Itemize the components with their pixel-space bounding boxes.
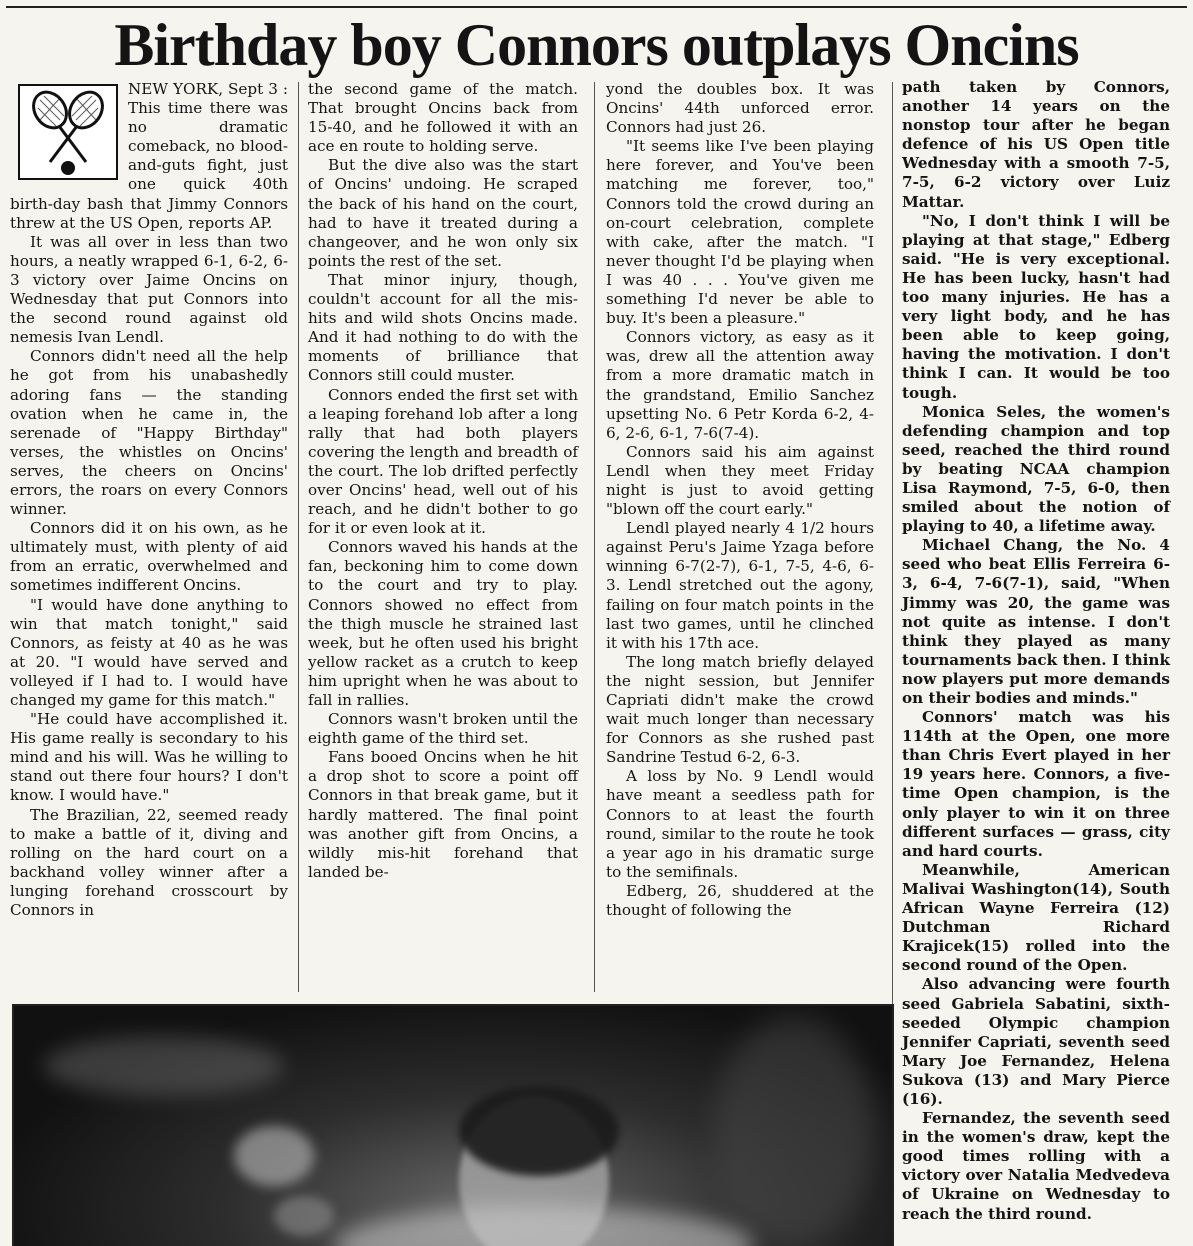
paragraph: "It seems like I've been playing here forever, and You've been matching me forever, too," Connors told the crowd during an on-court celebration, complete with cake, after the match. "I never thought I'd be playing when I was 40 . . . You've given me something I'd never be able to buy. It's been a pleasure." bbox=[606, 137, 874, 328]
player-shirt bbox=[334, 1206, 754, 1246]
paragraph: path taken by Connors, another 14 years on the nonstop tour after he began defence of his US Open title Wednesday with a smooth 7-5, 7-5, 6-2 victory over Luiz Mattar. bbox=[902, 78, 1170, 211]
paragraph: NEW YORK, Sept 3 : This time there was no dramatic comeback, no blood-and-guts fight, just one quick 40th birth-day bash that Jimmy Connors threw at the US Open, reports AP. bbox=[10, 80, 288, 232]
paragraph: That minor injury, though, couldn't account for all the mis-hits and wild shots Oncins made. And it had nothing to do with the moments of brilliance that Connors still could muster. bbox=[308, 270, 578, 385]
paragraph: "He could have accomplished it. His game really is secondary to his mind and his will. Was he willing to stand out there four hours? I don't know. I would have." bbox=[10, 710, 288, 805]
paragraph: Connors didn't need all the help he got from his unabashedly adoring fans — the standing ovation when he came in, the serenade of "Happy Birthday" verses, the whistles on Oncins' serves, the cheers on Oncins' errors, the roars on every Connors winner. bbox=[10, 347, 288, 519]
paragraph: Connors wasn't broken until the eighth game of the third set. bbox=[308, 710, 578, 748]
paragraph: Lendl played nearly 4 1/2 hours against Peru's Jaime Yzaga before winning 6-7(2-7), 6-1, 7-5, 4-6, 6-3. Lendl stretched out the agony, failing on four match points in the last two games, until he clinched it with his 17th ace. bbox=[606, 519, 874, 652]
paragraph: Connors did it on his own, as he ultimately must, with plenty of aid from an erratic, overwhelmed and sometimes indifferent Oncins. bbox=[10, 519, 288, 595]
column-1 bbox=[10, 80, 288, 920]
paragraph: But the dive also was the start of Oncins' undoing. He scraped the back of his hand on the court, had to have it treated during a changeover, and he won only six points the rest of the set. bbox=[308, 156, 578, 270]
paragraph: Also advancing were fourth seed Gabriela Sabatini, sixth-seeded Olympic champion Jennifer Capriati, seventh seed Mary Joe Fernandez, Helena Sukova (13) and Mary Pierce (16). bbox=[902, 975, 1170, 1108]
photo-highlight bbox=[234, 1126, 314, 1186]
paragraph: It was all over in less than two hours, a neatly wrapped 6-1, 6-2, 6-3 victory over Jaime Oncins on Wednesday that put Connors into the second round against old nemesis Ivan Lendl. bbox=[10, 232, 288, 347]
player-hair bbox=[459, 1086, 619, 1176]
photo-highlight bbox=[44, 1036, 284, 1096]
column-2 bbox=[308, 80, 578, 882]
paragraph: The Brazilian, 22, seemed ready to make a battle of it, diving and rolling on the hard court on a backhand volley winner after a lunging forehand crosscourt by Connors in bbox=[10, 805, 288, 920]
paragraph: Connors waved his hands at the fan, beckoning him to come down to the court and try to play. Connors showed no effect from the thigh muscle he strained last week, but he often used his bright yellow racket as a crutch to keep him upright when he was about to fall in rallies. bbox=[308, 538, 578, 709]
paragraph: Edberg, 26, shuddered at the thought of following the bbox=[606, 881, 874, 920]
paragraph: Fernandez, the seventh seed in the women's draw, kept the good times rolling with a victory over Natalia Medvedeva of Ukraine on Wednesday to reach the third round. bbox=[902, 1109, 1170, 1223]
paragraph: Fans booed Oncins when he hit a drop shot to score a point off Connors in that break game, but it hardly mattered. The final point was another gift from Oncins, a wildly mis-hit forehand that landed be- bbox=[308, 748, 578, 881]
paragraph: the second game of the match. That brought Oncins back from 15-40, and he followed it with an ace en route to holding serve. bbox=[308, 80, 578, 156]
photo-highlight bbox=[274, 1196, 334, 1236]
paragraph: Connors said his aim against Lendl when they meet Friday night is just to avoid getting "blown off the court early." bbox=[606, 442, 874, 519]
paragraph: Meanwhile, American Malivai Washington(14), South African Wayne Ferreira (12) Dutchman Richard Krajicek(15) rolled into the second round of the Open. bbox=[902, 860, 1170, 975]
headline: Birthday boy Connors outplays Oncins bbox=[114, 12, 1079, 78]
paragraph: A loss by No. 9 Lendl would have meant a seedless path for Connors to at least the fourth round, similar to the route he took a year ago in his dramatic surge to the semifinals. bbox=[606, 767, 874, 881]
news-photo bbox=[12, 1004, 894, 1246]
tennis-rackets-ball-icon bbox=[18, 84, 118, 180]
column-rule bbox=[594, 82, 595, 992]
paragraph: "I would have done anything to win that match tonight," said Connors, as feisty at 40 as he was at 20. "I would have served and volleyed if I had to. I would have changed my game for this match." bbox=[10, 595, 288, 709]
column-3 bbox=[606, 80, 874, 920]
paragraph: Connors ended the first set with a leaping forehand lob after a long rally that had both players covering the length and breadth of the court. The lob drifted perfectly over Oncins' head, well out of his reach, and he didn't bother to go for it or even look at it. bbox=[308, 385, 578, 538]
column-rule bbox=[298, 82, 299, 992]
paragraph: Connors victory, as easy as it was, drew all the attention away from a more dramatic match in the grandstand, Emilio Sanchez upsetting No. 6 Petr Korda 6-2, 4-6, 2-6, 6-1, 7-6(7-4). bbox=[606, 328, 874, 442]
paragraph: yond the doubles box. It was Oncins' 44th unforced error. Connors had just 26. bbox=[606, 80, 874, 137]
column-4 bbox=[902, 78, 1170, 1224]
paragraph: Connors' match was his 114th at the Open, one more than Chris Evert played in her 19 years here. Connors, a five-time Open champion, is the only player to win it on three different surfaces — grass, city and hard courts. bbox=[902, 708, 1170, 860]
photo-shadow bbox=[714, 1016, 874, 1246]
paragraph: The long match briefly delayed the night session, but Jennifer Capriati didn't make the crowd wait much longer than necessary for Connors as she rushed past Sandrine Testud 6-2, 6-3. bbox=[606, 652, 874, 767]
paragraph: "No, I don't think I will be playing at that stage," Edberg said. "He is very exceptional. He has been lucky, hasn't had too many injuries. He has a very light body, and he has been able to keep going, having the motivation. I don't think I can. It would be too tough. bbox=[902, 211, 1170, 402]
paragraph: Michael Chang, the No. 4 seed who beat Ellis Ferreira 6-3, 6-4, 7-6(7-1), said, "When Jimmy was 20, the game was not quite as intense. I don't think they played as many tournaments back then. I think now players put more demands on their bodies and minds." bbox=[902, 536, 1170, 707]
paragraph: Monica Seles, the women's defending champion and top seed, reached the third round by beating NCAA champion Lisa Raymond, 7-5, 6-0, then smiled about the notion of playing to 40, a lifetime away. bbox=[902, 402, 1170, 536]
